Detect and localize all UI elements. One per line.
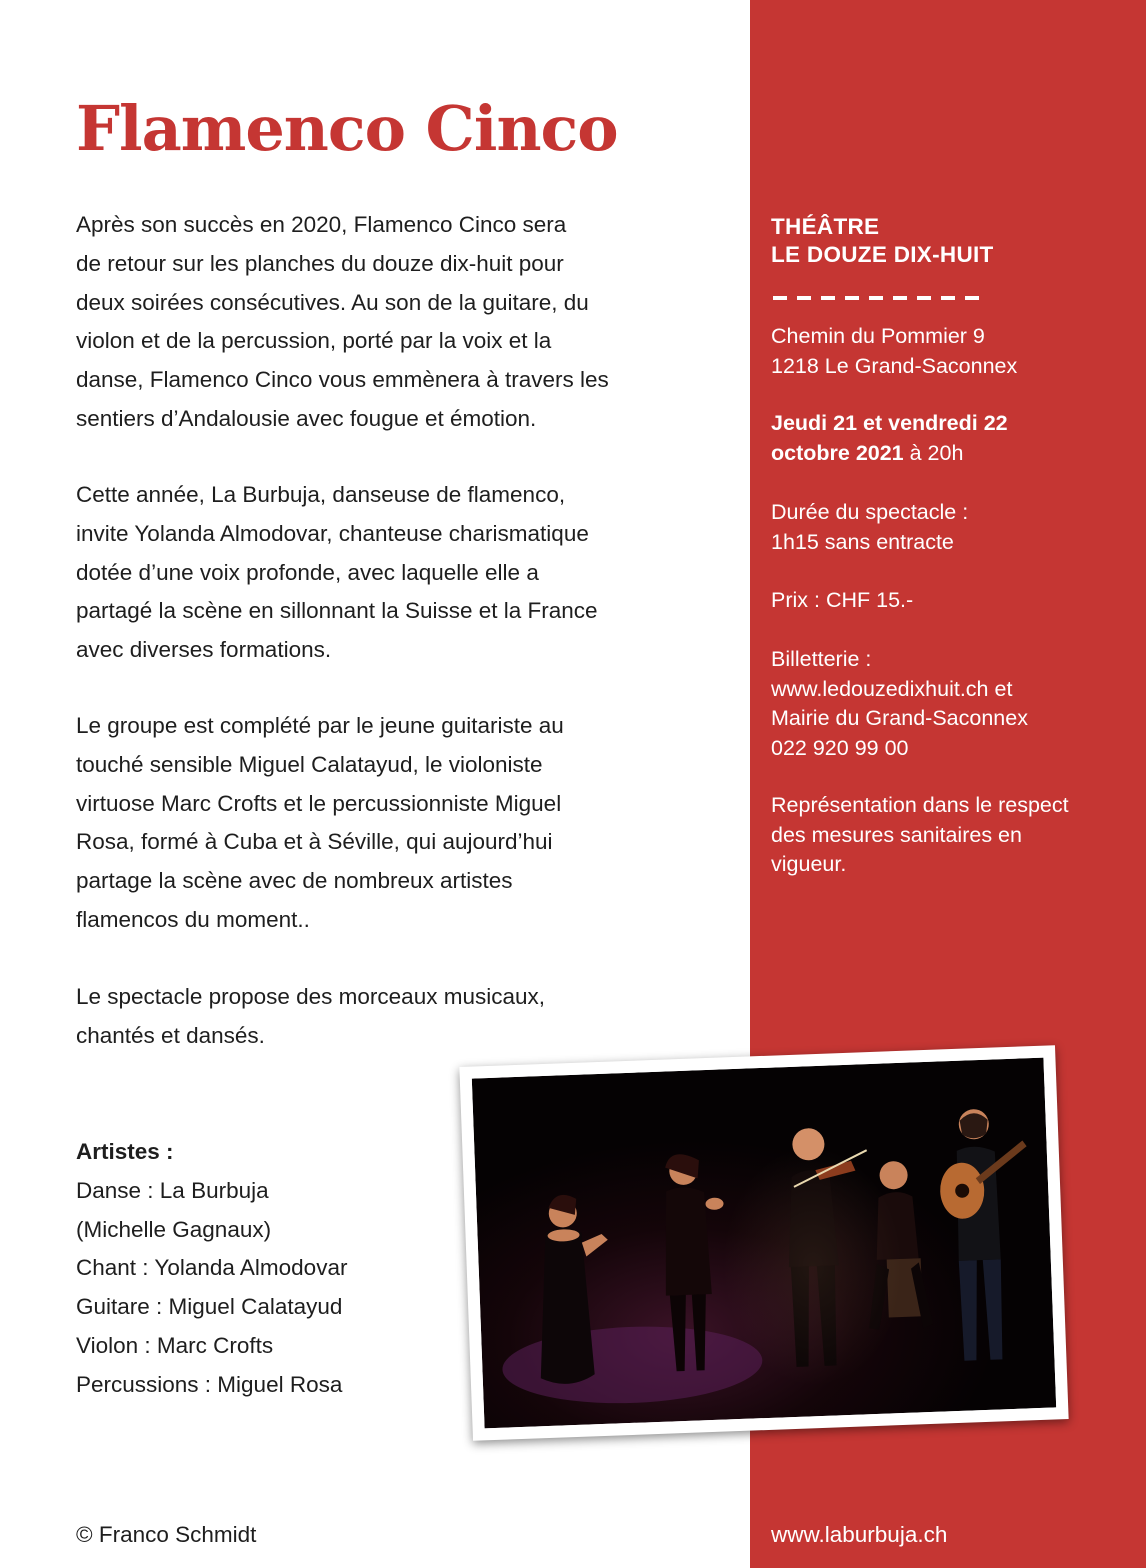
duration-line: Durée du spectacle : xyxy=(771,500,969,524)
tickets-phone[interactable]: 022 920 99 00 xyxy=(771,735,909,760)
text-line: Le spectacle propose des morceaux musicaux, xyxy=(76,984,545,1009)
artist-line: (Michelle Gagnaux) xyxy=(76,1216,272,1242)
text-line: Le groupe est complété par le jeune guitariste au xyxy=(76,713,564,738)
address-line: Chemin du Pommier 9 xyxy=(771,324,985,348)
intro-paragraph-2 xyxy=(76,476,676,670)
text-line: partagé la scène en sillonnant la Suisse et la France xyxy=(76,598,598,624)
tickets-line: Billetterie : xyxy=(771,647,872,671)
artist-line: Chant : Yolanda Almodovar xyxy=(76,1255,348,1281)
date-line: Jeudi 21 et vendredi 22 xyxy=(771,411,1008,435)
duration-line: 1h15 sans entracte xyxy=(771,529,954,554)
intro-paragraph-4 xyxy=(76,978,676,1056)
artist-line: Danse : La Burbuja xyxy=(76,1177,269,1203)
artists-list xyxy=(76,1133,347,1405)
show-duration xyxy=(771,498,968,557)
tickets-website-link[interactable]: www.ledouzedixhuit.ch et xyxy=(771,676,1013,701)
notice-line: des mesures sanitaires en xyxy=(771,822,1022,847)
venue-line: LE DOUZE DIX-HUIT xyxy=(771,242,994,267)
intro-paragraph-1 xyxy=(76,206,676,439)
dash xyxy=(821,296,835,300)
dash xyxy=(797,296,811,300)
text-line: touché sensible Miguel Calatayud, le violoniste xyxy=(76,751,543,777)
dash xyxy=(893,296,907,300)
performers-photo xyxy=(459,1045,1068,1441)
notice-line: vigueur. xyxy=(771,852,847,876)
artist-line: Violon : Marc Crofts xyxy=(76,1332,274,1358)
date-time: à 20h xyxy=(903,440,964,465)
text-line: dotée d’une voix profonde, avec laquelle elle a xyxy=(76,559,539,585)
text-line: violon et de la percussion, porté par la voix et la xyxy=(76,328,552,354)
dash xyxy=(845,296,859,300)
dash xyxy=(869,296,883,300)
dash xyxy=(965,296,979,300)
ticket-price xyxy=(771,586,913,616)
tickets-line: Mairie du Grand-Saconnex xyxy=(771,706,1028,730)
artist-line: Percussions : Miguel Rosa xyxy=(76,1371,343,1397)
text-line: Après son succès en 2020, Flamenco Cinco sera xyxy=(76,212,567,237)
venue-name xyxy=(771,213,994,269)
text-line: sentiers d’Andalousie avec fougue et émotion. xyxy=(76,405,537,431)
dash xyxy=(917,296,931,300)
text-line: virtuose Marc Crofts et le percussionniste Miguel xyxy=(76,790,562,816)
text-line: danse, Flamenco Cinco vous emmènera à travers les xyxy=(76,367,609,393)
text-line: deux soirées consécutives. Au son de la guitare, du xyxy=(76,289,589,315)
notice-line: Représentation dans le respect xyxy=(771,793,1069,817)
artists-heading: Artistes : xyxy=(76,1139,174,1164)
venue-line: THÉÂTRE xyxy=(771,214,880,239)
intro-paragraph-3 xyxy=(76,707,676,940)
ticketing-info xyxy=(771,645,1028,763)
sanitary-notice xyxy=(771,791,1069,880)
venue-address xyxy=(771,322,1017,381)
date-month-year: octobre 2021 xyxy=(771,440,904,465)
text-line: invite Yolanda Almodovar, chanteuse charismatique xyxy=(76,520,589,546)
text-line: Rosa, formé à Cuba et à Séville, qui aujourd’hui xyxy=(76,829,553,855)
dash xyxy=(773,296,787,300)
page-title: Flamenco Cinco xyxy=(76,92,618,165)
text-line: partage la scène avec de nombreux artistes xyxy=(76,868,513,894)
performers-photo-image xyxy=(472,1058,1056,1429)
website-link[interactable]: www.laburbuja.ch xyxy=(771,1522,948,1547)
dashed-divider xyxy=(773,289,981,307)
photo-credit: © Franco Schmidt xyxy=(76,1522,257,1547)
event-date xyxy=(771,409,1008,468)
text-line: avec diverses formations. xyxy=(76,637,332,663)
price-line: Prix : CHF 15.- xyxy=(771,588,914,612)
text-line: Cette année, La Burbuja, danseuse de flamenco, xyxy=(76,482,566,507)
artist-line: Guitare : Miguel Calatayud xyxy=(76,1294,343,1320)
text-line: chantés et dansés. xyxy=(76,1022,265,1048)
address-line: 1218 Le Grand-Saconnex xyxy=(771,353,1018,378)
text-line: flamencos du moment.. xyxy=(76,906,310,932)
date-line xyxy=(771,439,1008,469)
text-line: de retour sur les planches du douze dix-huit pour xyxy=(76,250,564,276)
dash xyxy=(941,296,955,300)
